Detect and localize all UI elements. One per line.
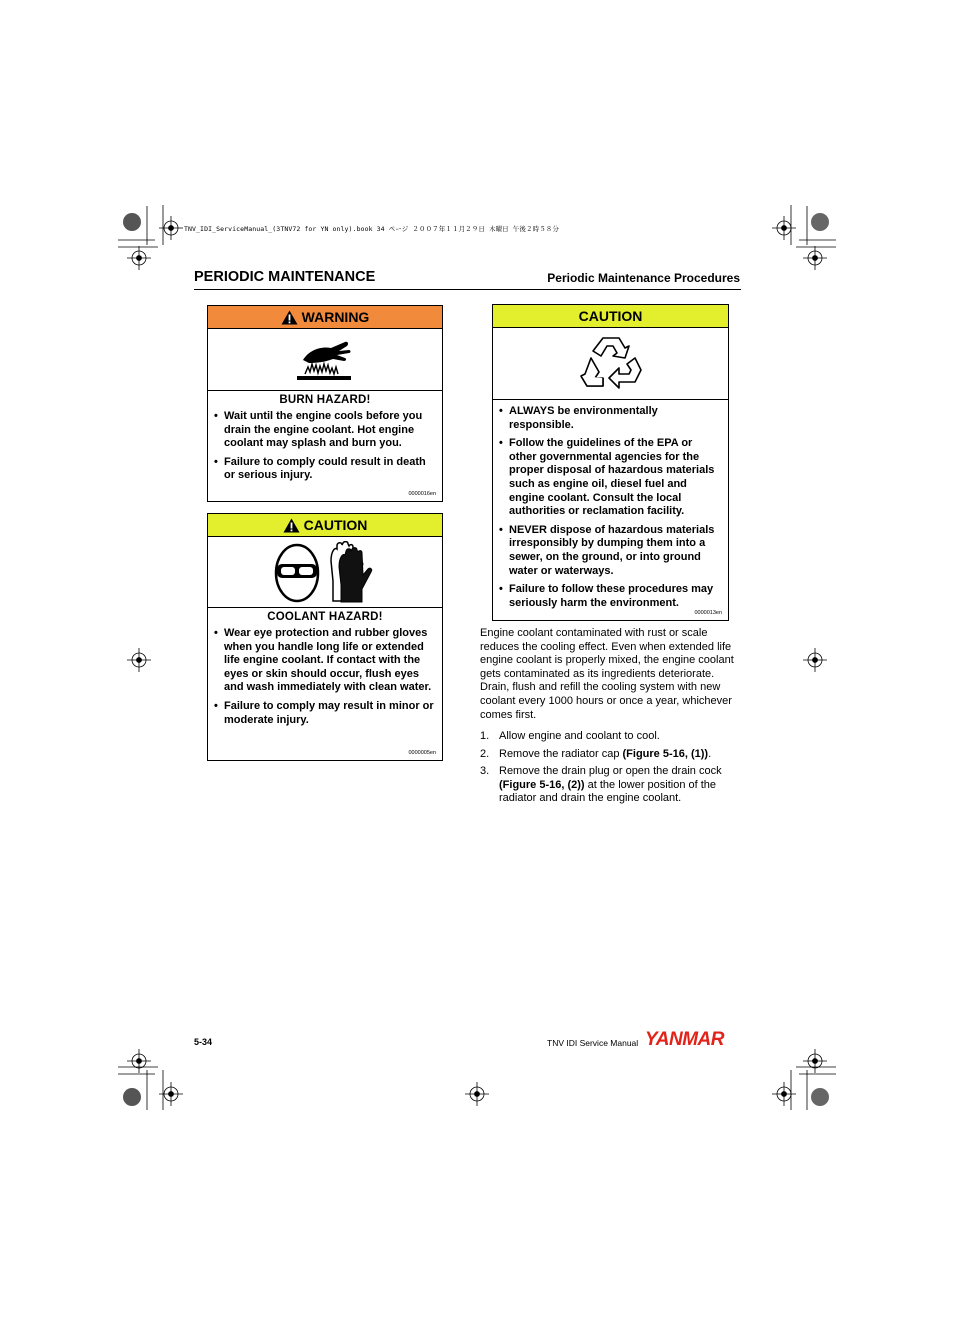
procedure-steps xyxy=(480,730,742,810)
list-item xyxy=(480,765,742,806)
yanmar-logo: YANMAR xyxy=(645,1029,724,1050)
goggles-gloves-pictogram xyxy=(208,537,442,608)
list-item: • Wait until the engine cools before you drain the engine coolant. Hot engine coolant may splash and burn you. xyxy=(224,410,436,451)
caution-coolant-bullets xyxy=(208,627,442,727)
recycle-icon xyxy=(579,334,643,394)
burn-pictogram xyxy=(208,329,442,391)
caution-environment-label: CAUTION xyxy=(578,308,643,324)
figure-ref-link[interactable]: (Figure 5-16, (2)) xyxy=(499,778,585,791)
burn-hazard-title: BURN HAZARD! xyxy=(279,394,371,406)
warning-bar xyxy=(208,306,442,329)
warning-triangle-icon xyxy=(281,310,298,325)
step-text: Allow engine and coolant to cool. xyxy=(499,730,660,742)
print-slug: TNV_IDI_ServiceManual_(3TNV72 for YN only).book 34 ページ ２００７年１１月２９日 木曜日 午後２時５８分 xyxy=(184,225,559,233)
list-item xyxy=(480,730,742,744)
step-number: 2. xyxy=(480,747,490,760)
page-number: 5-34 xyxy=(194,1037,213,1047)
section-title: PERIODIC MAINTENANCE xyxy=(194,269,376,285)
figure-ref-link[interactable]: (Figure 5-16, (1)) xyxy=(622,747,709,760)
caution-environment-bar xyxy=(493,305,728,328)
step-text: at the lower position of the radiator and drain the engine coolant. xyxy=(499,778,717,805)
caution-coolant-code: 0000005en xyxy=(408,750,436,756)
hand-burn-icon xyxy=(295,338,355,382)
list-item: • Failure to comply may result in minor or moderate injury. xyxy=(224,700,436,727)
step-number: 3. xyxy=(480,765,490,778)
step-number: 1. xyxy=(480,730,490,742)
warning-label: WARNING xyxy=(301,309,370,325)
list-item: • Failure to comply could result in death or serious injury. xyxy=(224,456,436,483)
caution-environment-bullets xyxy=(493,405,728,610)
list-item: • NEVER dispose of hazardous materials irresponsibly by dumping them into a sewer, on the ground, or into ground water or waterways. xyxy=(509,524,722,578)
list-item: • Follow the guidelines of the EPA or other governmental agencies for the proper disposal of hazardous materials such as engine oil, diesel fuel and engine coolant. Consult the local authorities or reclamation facility. xyxy=(509,437,722,519)
manual-title: TNV IDI Service Manual xyxy=(547,1038,639,1048)
caution-coolant-label: CAUTION xyxy=(303,517,368,533)
caution-environment-code: 0000013en xyxy=(694,610,722,616)
warning-bullets xyxy=(208,410,442,483)
step-text: Remove the drain plug or open the drain cock xyxy=(499,765,722,778)
caution-coolant-bar xyxy=(208,514,442,537)
list-item: • ALWAYS be environmentally responsible. xyxy=(509,405,722,432)
list-item: • Failure to follow these procedures may seriously harm the environment. xyxy=(509,583,722,610)
subsection-title: Periodic Maintenance Procedures xyxy=(547,271,740,285)
caution-environment-box xyxy=(492,304,729,621)
recycle-pictogram xyxy=(493,328,728,400)
list-item: • Wear eye protection and rubber gloves when you handle long life or extended life engine coolant. If contact with the eyes or skin should occur, flush eyes and wash immediately with clean water. xyxy=(224,627,436,695)
warning-triangle-icon xyxy=(283,518,300,533)
step-text: Remove the radiator cap xyxy=(499,747,623,760)
coolant-hazard-title: COOLANT HAZARD! xyxy=(267,611,383,623)
goggles-gloves-icon xyxy=(273,541,377,603)
header-rule xyxy=(194,289,741,290)
warning-box xyxy=(207,305,443,502)
step-text: . xyxy=(708,747,712,760)
warning-code: 0000016en xyxy=(408,491,436,497)
caution-coolant-box xyxy=(207,513,443,761)
body-paragraph: Engine coolant contaminated with rust or scale reduces the cooling effect. Even when extended life engine coolant is properly mixed, the engine coolant gets contaminated as its ingredients deteriorate. Drain, flush and refill the cooling system with new coolant every 1000 hours or once a year, whichever comes first. xyxy=(480,627,734,721)
list-item xyxy=(480,748,742,762)
